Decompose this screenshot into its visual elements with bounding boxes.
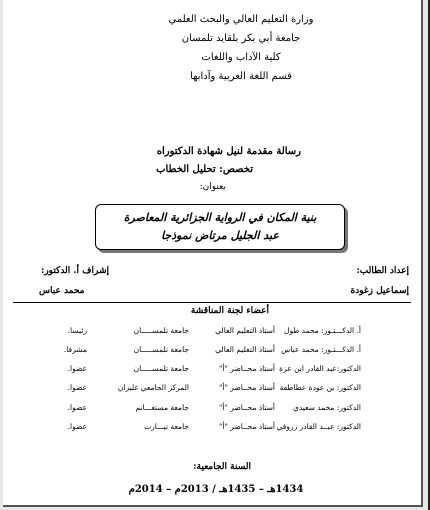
table-row [21,364,361,376]
member-rank: أستاذ محــاضر "أ" [218,383,275,392]
academic-year-label: السنة الجامعية: [193,462,251,472]
thesis-intro: بعنوان: [199,182,226,192]
member-role: رئيسا. [67,326,87,335]
department-line: قسم اللغة العربية وآدابها [190,71,292,82]
member-university: جامعة تلمســـــان [133,326,189,335]
member-role: مشرفا. [63,345,87,354]
supervisor-label: إشراف أ. الدكتور: [41,266,110,276]
member-rank: أستاذ محــاضر "أ" [218,364,275,373]
table-row [21,326,361,338]
member-rank: أستاذ التعليم العالي [215,345,275,354]
member-role: عضوا. [67,364,87,373]
academic-year-value: 1434هـ – 1435هـ / 2013م – 2014م [128,484,304,495]
member-name: أ. الدكـــتـور: محمد طول [284,326,361,335]
thesis-title-box [95,204,345,250]
table-row [21,383,361,395]
member-name: أ. الدكـــتـور: محمد عباس [281,345,361,354]
member-university: جامعة تلمســـــان [133,345,189,354]
member-role: عضوا. [67,422,87,431]
member-rank: أستاذ محــاضر "أ" [218,403,275,412]
table-row [21,422,361,434]
faculty-line: كلية الآداب واللغات [201,52,281,63]
committee-table [21,326,361,436]
committee-heading: أعضاء لجنة المناقشة [190,306,269,316]
member-university: جامعة تيـــارت [144,422,189,431]
member-name: الدكتور: محمد سعيدي [292,403,361,412]
thesis-type: رسالة مقدمة لنيل شهادة الدكتوراه [156,146,301,157]
student-name: إسماعيل زغودة [350,286,409,296]
prepared-by-label: إعداد الطالب: [356,266,409,276]
table-row [21,403,361,415]
thesis-title-line2: عبد الجليل مرتاض نموذجا [161,229,279,242]
member-rank: أستاذ التعليم العالي [215,326,275,335]
document-page [3,0,423,507]
member-role: عضوا. [67,403,87,412]
thesis-title-line1: بنية المكان في الرواية الجزائرية المعاصرة [123,211,317,224]
thesis-specialty: تخصص: تحليل الخطاب [156,164,253,175]
member-name: الدكتور: عبــد القادر زروقي [276,422,361,431]
member-name: الدكتور: بن عودة عطاطفة [279,383,361,392]
member-university: جامعة تلمســـــان [133,364,189,373]
member-rank: أستاذ محــاضر "أ" [218,422,275,431]
table-row [21,345,361,357]
member-name: الدكتور:عبد القادر ابن عزة [279,364,361,373]
member-role: عضوا. [67,383,87,392]
member-university: المركز الجامعي غليزان [117,383,189,392]
university-line: جامعة أبي بكر بلقايد تلمسان [181,33,301,44]
ministry-line: وزارة التعليم العالي والبحث العلمي [168,14,314,25]
member-university: جامعة مستغـــانم [135,403,189,412]
supervisor-name: محمد عباس [39,286,85,296]
separator-line [13,302,411,303]
